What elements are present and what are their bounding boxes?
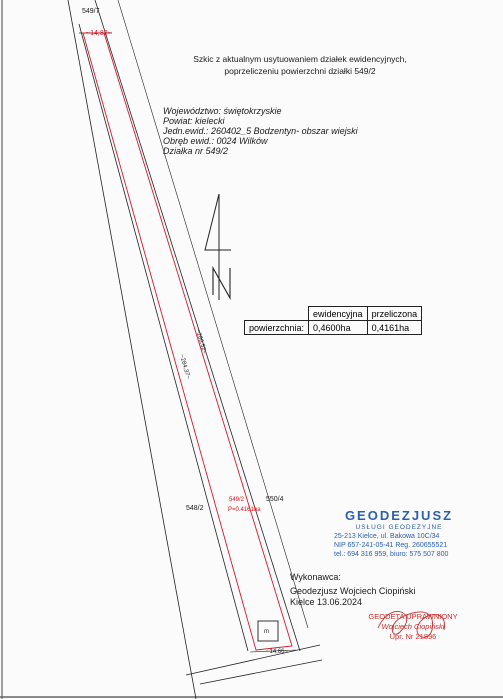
table-header-row: [245, 307, 422, 321]
company-subtitle: USŁUGI GEODEZYJNE: [355, 524, 443, 531]
table-header-cell: ewidencyjna: [309, 307, 368, 321]
surveyor-stamp-name: Wojciech Ciopiński: [381, 622, 445, 631]
table-cell: 0,4161ha: [367, 321, 422, 335]
bottom-boundary-b: [200, 660, 322, 684]
dzialka-text: Działka nr 549/2: [163, 146, 229, 156]
parcel-550-4-label: 550/4: [266, 496, 284, 503]
parcel-548-2-label: 548/2: [186, 505, 204, 512]
sketch-title-line2: poprzeliczeniu powierzchni działki 549/2: [224, 66, 376, 76]
surveyor-stamp-number: Upr. Nr 21896: [389, 632, 437, 641]
executor-label: Wykonawca:: [290, 572, 341, 582]
executor-name: Geodezjusz Wojciech Ciopiński: [290, 586, 416, 596]
north-arrow-icon: [205, 194, 231, 300]
parcel-area-label: P=0.4161ha: [228, 507, 261, 513]
right-length-label: ~286,52~: [194, 328, 208, 355]
jednostka-text: Jedn.ewid.: 260402_5 Bodzentyn- obszar wiejski: [163, 126, 358, 136]
powiat-text: Powiat: kielecki: [163, 116, 225, 126]
table-header-cell: przeliczona: [367, 307, 422, 321]
surveyor-stamp: [358, 612, 468, 642]
obreb-text: Obręb ewid.: 0024 Wilków: [163, 136, 268, 146]
building-label: m: [264, 629, 269, 635]
table-row: [245, 321, 422, 335]
bottom-width-label: ~14,66~: [266, 649, 289, 655]
executor-place-date: Kielce 13.06.2024: [290, 597, 363, 607]
left-length-label: ~284,37~: [178, 353, 191, 380]
surveyor-stamp-title: GEODETA UPRAWNIONY: [368, 612, 458, 621]
sketch-title-line1: Szkic z aktualnym usytuowaniem działek ewidencyjnych,: [193, 54, 407, 64]
company-name: GEODEZJUSZ: [344, 508, 454, 523]
wojewodztwo-text: Województwo: świętokrzyskie: [163, 106, 282, 116]
company-ids: NIP 657-241-05-41 Reg. 260655521: [334, 542, 448, 549]
company-address: 25-213 Kielce, ul. Bakowa 10C/34: [334, 533, 440, 540]
company-phone: tel.: 694 316 959, biuro: 575 507 800: [334, 551, 449, 558]
company-stamp: [334, 508, 464, 559]
table-cell: 0,4600ha: [309, 321, 368, 335]
area-table: [244, 306, 422, 335]
table-row-label: powierzchnia:: [245, 321, 309, 335]
left-boundary-outer: [68, 0, 196, 699]
top-width-label: ~14,82~: [86, 30, 112, 37]
parcel-549-2-label: 549/2: [229, 497, 245, 503]
table-corner-cell: [245, 307, 309, 321]
bottom-boundary-a: [186, 645, 320, 675]
parcel-549-7-label: 549/7: [82, 8, 100, 15]
